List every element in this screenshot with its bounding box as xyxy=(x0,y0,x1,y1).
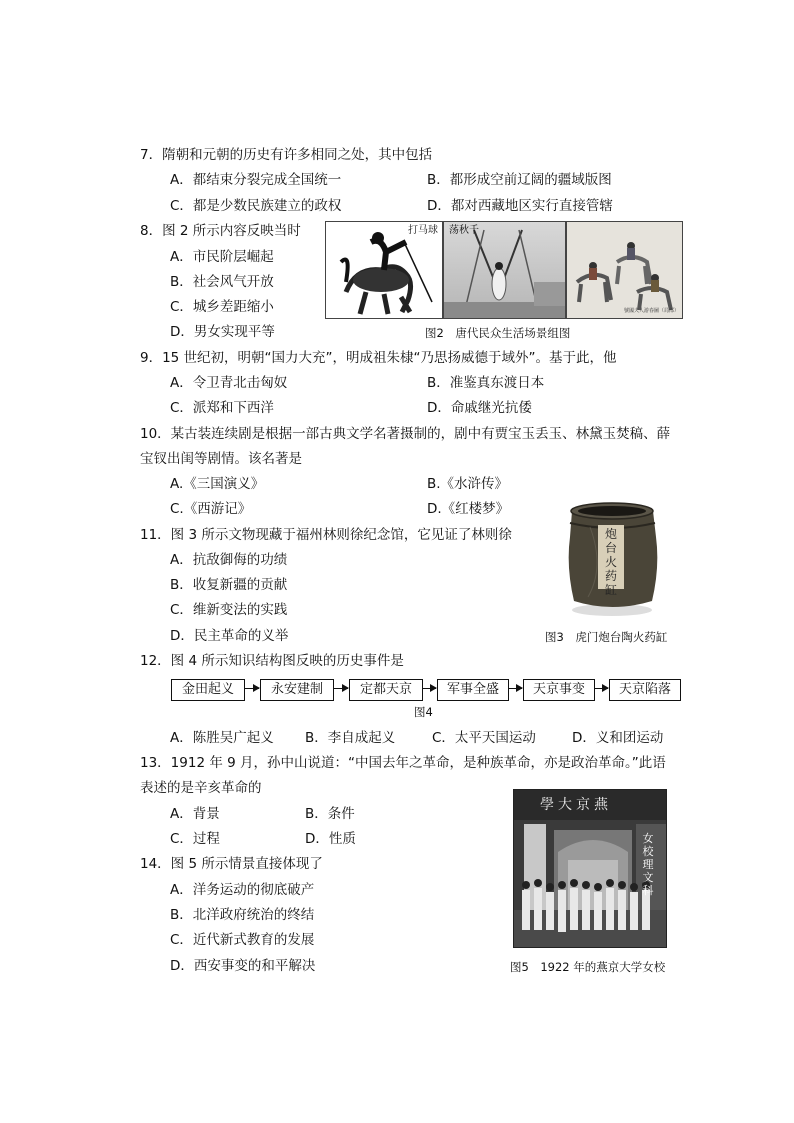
figure2-caption: 图2 唐代民众生活场景组图 xyxy=(425,326,571,340)
q7-option-c: C．都是少数民族建立的政权 xyxy=(170,198,342,214)
q9-option-b: B．准鉴真东渡日本 xyxy=(427,375,545,391)
q10-stem-line2: 宝钗出闺等剧情。该名著是 xyxy=(140,451,302,467)
flow-step-4: 军事全盛 xyxy=(437,679,509,701)
q7-option-d: D．都对西藏地区实行直接管辖 xyxy=(427,198,613,214)
figure4-caption: 图4 xyxy=(414,705,433,719)
figure3-jar-image xyxy=(560,497,665,617)
q8-stem: 8．图 2 所示内容反映当时 xyxy=(140,223,301,239)
figure2-outing-image xyxy=(566,221,683,319)
q8-option-b: B．社会风气开放 xyxy=(170,274,274,290)
flow-step-6: 天京陷落 xyxy=(609,679,681,701)
q10-option-a: A.《三国演义》 xyxy=(170,476,265,492)
q9-option-a: A．令卫青北击匈奴 xyxy=(170,375,288,391)
q9-stem: 9．15 世纪初，明朝“国力大充”，明成祖朱棣“乃思扬威德于域外”。基于此，他 xyxy=(140,350,617,366)
q12-stem: 12．图 4 所示知识结构图反映的历史事件是 xyxy=(140,653,404,669)
figure2-outing-label: 號國夫人游春圖（局部） xyxy=(623,308,679,314)
q7-option-b: B．都形成空前辽阔的疆域版图 xyxy=(427,172,612,188)
q14-option-a: A．洋务运动的彻底破产 xyxy=(170,882,315,898)
q7-stem: 7．隋朝和元朝的历史有许多相同之处，其中包括 xyxy=(140,147,433,163)
q11-option-b: B．收复新疆的贡献 xyxy=(170,577,288,593)
figure3-caption: 图3 虎门炮台陶火药缸 xyxy=(545,630,668,644)
figure5-caption: 图5 1922 年的燕京大学女校 xyxy=(510,960,666,974)
q10-stem-line1: 10．某古装连续剧是根据一部古典文学名著摄制的，剧中有贾宝玉丢玉、林黛玉焚稿、薛 xyxy=(140,426,671,442)
q10-option-d: D.《红楼梦》 xyxy=(427,501,510,517)
q13-stem-line2: 表述的是辛亥革命的 xyxy=(140,780,262,796)
flow-step-3: 定都天京 xyxy=(349,679,423,701)
q11-option-d: D．民主革命的义举 xyxy=(170,628,289,644)
q11-stem: 11．图 3 所示文物现藏于福州林则徐纪念馆，它见证了林则徐 xyxy=(140,527,512,543)
q8-option-d: D．男女实现平等 xyxy=(170,324,275,340)
q14-option-b: B．北洋政府统治的终结 xyxy=(170,907,315,923)
flow-arrow-3 xyxy=(422,688,436,689)
q10-option-b: B.《水浒传》 xyxy=(427,476,509,492)
q13-stem-line1: 13．1912 年 9 月，孙中山说道：“中国去年之革命，是种族革命，亦是政治革命。”此语 xyxy=(140,755,666,771)
figure5-sign-side: 女校理文科 xyxy=(642,832,654,897)
q14-option-c: C．近代新式教育的发展 xyxy=(170,932,315,948)
q13-option-b: B．条件 xyxy=(305,806,355,822)
q11-option-c: C．维新变法的实践 xyxy=(170,602,288,618)
q12-option-a: A．陈胜吴广起义 xyxy=(170,730,274,746)
flow-arrow-2 xyxy=(333,688,348,689)
q7-option-a: A．都结束分裂完成全国统一 xyxy=(170,172,342,188)
figure5-photo-image xyxy=(513,789,667,948)
q9-option-c: C．派郑和下西洋 xyxy=(170,400,274,416)
q12-option-d: D．义和团运动 xyxy=(572,730,664,746)
flow-arrow-5 xyxy=(594,688,608,689)
figure3-jar-label: 炮台火药缸 xyxy=(604,527,617,597)
figure2-polo-image xyxy=(325,221,443,319)
q10-option-c: C.《西游记》 xyxy=(170,501,252,517)
flow-step-2: 永安建制 xyxy=(260,679,334,701)
q9-option-d: D．命戚继光抗倭 xyxy=(427,400,532,416)
q13-option-d: D．性质 xyxy=(305,831,356,847)
flow-step-5: 天京事变 xyxy=(523,679,595,701)
flow-step-1: 金田起义 xyxy=(171,679,245,701)
figure2-swing-label: 荡秋千 xyxy=(449,225,479,236)
q13-option-a: A．背景 xyxy=(170,806,220,822)
q14-option-d: D．西安事变的和平解决 xyxy=(170,958,316,974)
q12-option-c: C．太平天国运动 xyxy=(432,730,536,746)
q8-option-c: C．城乡差距缩小 xyxy=(170,299,274,315)
q8-option-a: A．市民阶层崛起 xyxy=(170,249,274,265)
figure5-sign-top: 學大京燕 xyxy=(540,797,612,813)
flow-arrow-4 xyxy=(508,688,522,689)
q11-option-a: A．抗敌御侮的功绩 xyxy=(170,552,288,568)
q14-stem: 14．图 5 所示情景直接体现了 xyxy=(140,856,323,872)
figure2-swing-image xyxy=(443,221,566,319)
flow-arrow-1 xyxy=(244,688,259,689)
figure2-polo-label: 打马球 xyxy=(408,225,438,236)
q12-option-b: B．李自成起义 xyxy=(305,730,396,746)
q13-option-c: C．过程 xyxy=(170,831,220,847)
